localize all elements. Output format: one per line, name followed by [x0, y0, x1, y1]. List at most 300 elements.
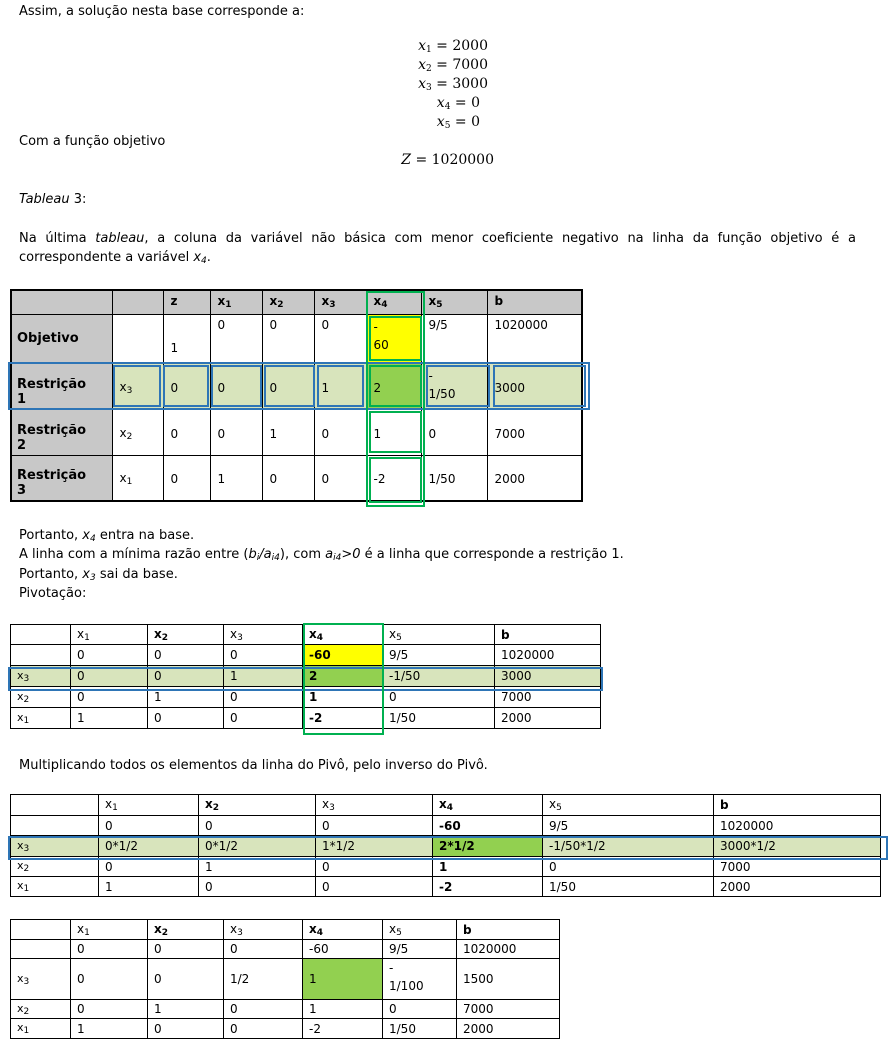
t2-header-row [11, 625, 601, 645]
t2-base-cell [11, 666, 71, 687]
t4-cell-subscript: 1 [84, 927, 90, 938]
t2-cell-text: 1020000 [501, 648, 555, 662]
t3-row [11, 816, 881, 836]
t1-corner [11, 290, 112, 314]
t1-cell: 2000 [487, 455, 582, 501]
t2-base-cell [11, 687, 71, 708]
t4-cell-subscript: 3 [23, 976, 30, 987]
objective-label: Com a função objetivo [19, 134, 166, 149]
t2-header-cell [148, 625, 224, 645]
t3-cell-subscript: 2 [212, 803, 220, 813]
t4-cell [224, 940, 303, 959]
t3-cell-text: 1 [205, 859, 213, 874]
t1-cell: 1/50 [421, 455, 487, 501]
t2-cell [495, 687, 601, 708]
t4-cell-text: 0 [77, 942, 85, 956]
t3-cell-text: 0 [322, 818, 330, 833]
t2-cell [148, 708, 224, 729]
paragraph-word: na [627, 231, 644, 246]
t2-cell [495, 708, 601, 729]
t4-cell [457, 959, 560, 1000]
t4-base-cell [11, 1019, 71, 1039]
t3-cell [714, 816, 881, 836]
t4-cell-text: 0 [154, 942, 162, 956]
tableau3-header-row [11, 290, 582, 314]
multiply-table [10, 794, 881, 897]
t3-cell-subscript: 1 [112, 803, 118, 813]
paragraph-word: é [831, 231, 840, 246]
t4-header-cell [224, 920, 303, 940]
t3-cell-text: 1020000 [720, 818, 774, 833]
t3-cell [714, 877, 881, 897]
t4-cell [303, 1000, 383, 1019]
t3-cell-text: 0 [549, 859, 557, 874]
t4-cell [148, 959, 224, 1000]
paragraph-line1 [19, 231, 856, 246]
t2-cell-text: 0 [230, 648, 238, 662]
t3-cell-subscript: 5 [556, 803, 562, 813]
t3-cell [714, 836, 881, 857]
t2-cell-text: 9/5 [389, 648, 409, 662]
t4-cell-text: 0 [154, 972, 162, 986]
t2-cell-text: 0 [389, 690, 397, 704]
paragraph-word: da [225, 231, 242, 246]
t3-cell [433, 816, 543, 836]
t1-pivot-cell: 2 [366, 363, 421, 409]
t2-header-cell [71, 625, 148, 645]
t3-cell [316, 836, 433, 857]
t4-cell-text: -60 [309, 942, 329, 956]
t1-cell [112, 314, 163, 363]
t1-base-x3: $x_3$ [112, 363, 163, 409]
t4-cell-text: 1500 [463, 972, 494, 986]
t4-cell-text: - [389, 961, 394, 975]
t4-base-cell [11, 940, 71, 959]
t4-cell-text: x [230, 921, 238, 936]
t4-cell-text: 7000 [463, 1002, 494, 1016]
t4-cell [383, 1019, 457, 1039]
t4-cell-text: 9/5 [389, 942, 409, 956]
t4-cell [383, 940, 457, 959]
paragraph-word: a [157, 231, 166, 246]
t2-cell-subscript: 1 [84, 632, 90, 643]
t3-cell-text: -60 [439, 818, 461, 833]
t4-cell-text: 0 [230, 1002, 238, 1016]
t4-cell-text: 1 [154, 1002, 162, 1016]
eq-x3: $x_3 = 3000$ [418, 76, 488, 93]
t1-header-x4: $x_4$ [366, 290, 421, 314]
t2-cell-text: x [230, 626, 238, 641]
t2-header-cell [224, 625, 303, 645]
t3-cell-subscript: 2 [23, 864, 30, 874]
paragraph-word: linha [652, 231, 685, 246]
t1-cell: 1 [366, 409, 421, 455]
t3-cell-text: -1/50*1/2 [549, 839, 606, 853]
t3-cell-subscript: 3 [23, 843, 30, 854]
text-min-ratio: A linha com a mínima razão entre $(b_i/a_{i4})$, com $a_{i4}>0$ é a linha que corresponde a restrição 1. [19, 547, 624, 563]
t1-cell: 0 [262, 455, 314, 501]
t2-cell-text: b [501, 627, 510, 642]
t3-cell-text: 0 [105, 818, 113, 833]
t1-header-x3: $x_3$ [314, 290, 366, 314]
t1-cell-x4-objective: - 60 [366, 314, 421, 363]
paragraph-word: , [144, 231, 149, 246]
t3-cell-text: 2000 [720, 879, 751, 894]
t1-cell: 1 [314, 363, 366, 409]
t4-cell-subscript: 3 [237, 927, 243, 938]
t3-cell [99, 836, 199, 857]
paragraph-word: objetivo [770, 231, 823, 246]
t3-cell-text: x [205, 797, 213, 811]
t4-cell-text: x [154, 921, 162, 936]
z-equation: Z = 1020000 [401, 152, 494, 168]
t4-cell-text: 0 [230, 1021, 238, 1036]
t4-header-cell [11, 920, 71, 940]
t2-cell-subscript: 5 [396, 632, 402, 643]
t2-cell [71, 687, 148, 708]
paragraph-word: a [847, 231, 856, 246]
t2-cell [148, 687, 224, 708]
t2-cell [71, 666, 148, 687]
t1-cell: 0 [262, 363, 314, 409]
t3-cell-text: 1*1/2 [322, 839, 355, 853]
t1-cell: -2 [366, 455, 421, 501]
t4-header-cell [383, 920, 457, 940]
t3-cell-subscript: 1 [23, 884, 30, 894]
t2-cell-text: 1 [309, 690, 318, 704]
t3-cell-text: 0*1/2 [205, 839, 238, 853]
t4-cell-text: x [309, 921, 317, 936]
t1-label-restricao3: Restrição 3 [11, 455, 112, 501]
paragraph-word: coluna [173, 231, 218, 246]
paragraph-word: menor [430, 231, 474, 246]
t1-cell: 0 [210, 409, 262, 455]
t1-base-header [112, 290, 163, 314]
t1-header-b: b [487, 290, 582, 314]
tableau3-table [10, 289, 583, 502]
text-multiply: Multiplicando todos os elementos da linha do Pivô, pelo inverso do Pivô. [19, 758, 488, 773]
t3-header-cell [199, 795, 316, 816]
paragraph-word: com [394, 231, 423, 246]
t3-cell [543, 836, 714, 857]
t3-header-row [11, 795, 881, 816]
t3-cell [433, 836, 543, 857]
t1-label-objetivo: Objetivo [11, 314, 112, 363]
t1-label-restricao1: Restrição 1 [11, 363, 112, 409]
t2-cell-text: x [389, 626, 397, 641]
t4-cell [71, 1019, 148, 1039]
t4-cell-text: 1/50 [389, 1021, 416, 1036]
t2-header-cell [383, 625, 495, 645]
t2-cell-text: x [17, 710, 24, 724]
t2-cell-subscript: 3 [237, 632, 243, 643]
t2-cell [383, 645, 495, 666]
paragraph-word [95, 231, 148, 246]
t4-cell-text: x [17, 971, 24, 985]
t4-cell [148, 940, 224, 959]
t2-cell [224, 645, 303, 666]
t2-row [11, 666, 601, 687]
paragraph-word: tableau [95, 231, 145, 246]
t4-cell [383, 1000, 457, 1019]
t3-cell [199, 816, 316, 836]
t3-cell-text: 1/50 [549, 879, 576, 894]
t1-cell: 1 [210, 455, 262, 501]
t4-cell-text: 0 [389, 1002, 397, 1016]
t1-header-x5: $x_5$ [421, 290, 487, 314]
t3-cell-text: b [720, 798, 729, 812]
text-x4-enters: Portanto, $x_4$ entra na base. [19, 528, 195, 544]
t3-cell-text: 0 [105, 859, 113, 874]
result-table [10, 919, 560, 1039]
t2-cell-text: x [154, 626, 162, 641]
t2-cell [383, 666, 495, 687]
t1-row-restricao3 [11, 455, 582, 501]
t1-cell: 1 [262, 409, 314, 455]
t2-cell [495, 666, 601, 687]
t2-cell-subscript: 2 [161, 632, 169, 643]
t2-cell [303, 708, 383, 729]
t3-cell [99, 877, 199, 897]
t1-cell: 0 [262, 314, 314, 363]
t4-cell-text: x [77, 921, 85, 936]
t2-cell-text: x [17, 689, 24, 703]
t1-cell: 0 [210, 314, 262, 363]
t2-cell-text: 7000 [501, 690, 532, 704]
t3-cell [99, 857, 199, 877]
t4-header-cell [71, 920, 148, 940]
t2-row [11, 687, 601, 708]
t4-cell [71, 1000, 148, 1019]
t4-cell-text: 1 [309, 972, 317, 986]
t2-row [11, 708, 601, 729]
t3-cell-text: 1 [439, 859, 448, 874]
t2-cell-text: 0 [230, 690, 238, 704]
t4-cell [457, 1019, 560, 1039]
t2-cell-text: x [309, 626, 317, 641]
t2-row [11, 645, 601, 666]
t3-cell-text: x [549, 797, 557, 811]
t4-cell-subscript: 4 [316, 927, 324, 938]
t1-cell: 0 [314, 409, 366, 455]
t4-cell-subscript: 2 [23, 1006, 30, 1017]
t3-cell-text: x [439, 797, 447, 811]
t2-cell [71, 708, 148, 729]
t2-cell [224, 666, 303, 687]
t3-cell [199, 836, 316, 857]
t1-cell: 0 [163, 409, 210, 455]
eq-x5: $x_5 = 0$ [436, 114, 480, 131]
t2-cell-subscript: 1 [23, 715, 30, 726]
t1-cell: 0 [163, 455, 210, 501]
t3-base-cell [11, 857, 99, 877]
t2-cell-text: 0 [154, 711, 162, 725]
t4-cell [303, 959, 383, 1000]
eq-x2: $x_2 = 7000$ [418, 57, 488, 74]
t3-cell-text: x [17, 838, 24, 852]
t2-header-cell [11, 625, 71, 645]
t3-header-cell [543, 795, 714, 816]
t2-cell-text: 1 [154, 690, 162, 704]
t4-row [11, 959, 560, 1000]
t4-cell [457, 1000, 560, 1019]
t4-cell-text: -2 [309, 1021, 321, 1036]
paragraph-word: não [311, 231, 336, 246]
t4-cell-text: 0 [77, 1002, 85, 1016]
t2-cell [71, 645, 148, 666]
t4-cell [224, 1019, 303, 1039]
t1-cell: 7000 [487, 409, 582, 455]
t3-cell [199, 877, 316, 897]
t4-cell-text: 2000 [463, 1021, 494, 1036]
t4-cell-text: x [389, 921, 397, 936]
t3-cell-text: x [105, 797, 113, 811]
t3-cell [316, 877, 433, 897]
t2-cell-subscript: 2 [23, 694, 30, 705]
t1-label-restricao2: Restrição 2 [11, 409, 112, 455]
t4-cell-subscript: 1 [23, 1026, 30, 1036]
t3-cell-text: 2*1/2 [439, 839, 475, 853]
t3-cell [433, 857, 543, 877]
paragraph-word: última [45, 231, 87, 246]
t4-cell [457, 940, 560, 959]
t1-cell: 9/5 [421, 314, 487, 363]
t4-cell [303, 1019, 383, 1039]
t2-cell-text: -1/50 [389, 669, 421, 683]
t2-base-cell [11, 708, 71, 729]
t2-cell [303, 687, 383, 708]
paragraph-word: função [717, 231, 762, 246]
t3-cell [543, 877, 714, 897]
intro-text: Assim, a solução nesta base corresponde a: [19, 4, 305, 19]
t4-cell-text: b [463, 922, 472, 937]
t4-row [11, 1019, 560, 1039]
t2-cell [148, 645, 224, 666]
t4-cell-text: 1 [77, 1021, 85, 1036]
t1-cell: 0 [210, 363, 262, 409]
t3-row [11, 836, 881, 857]
t3-header-cell [714, 795, 881, 816]
t1-row-restricao1 [11, 363, 582, 409]
t4-cell [224, 959, 303, 1000]
paragraph-line2: correspondente a variável $x_4$. [19, 250, 211, 266]
t1-cell: 0 [421, 409, 487, 455]
t4-cell-subscript: 2 [161, 927, 169, 938]
t4-base-cell [11, 1000, 71, 1019]
t4-cell-text: 1/100 [389, 979, 424, 993]
t4-header-cell [457, 920, 560, 940]
t1-header-z: z [163, 290, 210, 314]
t3-cell-text: 3000*1/2 [720, 839, 776, 853]
t4-cell-text: x [17, 1021, 24, 1034]
t4-header-cell [148, 920, 224, 940]
t4-row [11, 1000, 560, 1019]
t2-cell [303, 666, 383, 687]
t3-cell [543, 816, 714, 836]
t3-cell [543, 857, 714, 877]
t4-cell [224, 1000, 303, 1019]
t3-base-cell [11, 877, 99, 897]
t2-cell [224, 687, 303, 708]
t4-cell-text: 1020000 [463, 942, 517, 956]
t3-cell-text: 7000 [720, 859, 751, 874]
t3-cell-text: x [17, 859, 24, 872]
t2-cell-text: -2 [309, 711, 323, 725]
t3-cell-subscript: 3 [329, 803, 335, 813]
t4-cell-text: 0 [77, 972, 85, 986]
t2-cell-text: 0 [77, 690, 85, 704]
t2-cell-text: 1 [77, 711, 85, 725]
t3-cell [714, 857, 881, 877]
t3-cell-text: 0 [322, 879, 330, 894]
t3-cell [316, 857, 433, 877]
t2-cell-text: x [17, 668, 24, 682]
t2-cell-text: 2 [309, 669, 318, 683]
t4-cell [303, 940, 383, 959]
t1-row-objective [11, 314, 582, 363]
paragraph-word: básica [344, 231, 386, 246]
t2-cell [383, 687, 495, 708]
t3-base-cell [11, 836, 99, 857]
t2-cell-text: x [77, 626, 85, 641]
t2-cell-text: 0 [154, 669, 162, 683]
paragraph-word: Na [19, 231, 37, 246]
t2-cell [383, 708, 495, 729]
t3-cell-text: 0 [205, 818, 213, 833]
t4-header-row [11, 920, 560, 940]
t3-cell-text: x [17, 879, 24, 892]
t2-cell-text: 0 [154, 648, 162, 662]
t1-cell: 1 [163, 314, 210, 363]
t2-cell-text: 0 [230, 711, 238, 725]
t1-cell: 0 [314, 455, 366, 501]
t1-base-x1: $x_1$ [112, 455, 163, 501]
text-pivotacao: Pivotação: [19, 586, 87, 601]
t4-cell [71, 940, 148, 959]
t1-cell-x5-r1: - 1/50 [421, 363, 487, 409]
t2-cell-text: -60 [309, 648, 331, 662]
t4-cell [148, 1000, 224, 1019]
t2-cell-subscript: 3 [23, 673, 30, 684]
t1-cell: 0 [163, 363, 210, 409]
paragraph-word: coeficiente [481, 231, 554, 246]
paragraph-word: variável [250, 231, 303, 246]
t3-cell-text: -2 [439, 879, 453, 894]
t4-cell-text: 1/2 [230, 972, 250, 986]
t2-header-cell [303, 625, 383, 645]
t3-cell-text: 0 [322, 859, 330, 874]
t2-cell-subscript: 4 [316, 632, 324, 643]
t3-cell-subscript: 4 [446, 803, 454, 813]
t1-header-x1: $x_1$ [210, 290, 262, 314]
t3-row [11, 857, 881, 877]
t3-cell-text: 0 [205, 879, 213, 894]
t3-header-cell [99, 795, 199, 816]
t3-header-cell [433, 795, 543, 816]
t2-cell-text: 2000 [501, 711, 532, 725]
t4-row [11, 940, 560, 959]
t4-cell-text: 0 [230, 942, 238, 956]
t4-cell-text: x [17, 1001, 24, 1015]
t3-cell-text: 9/5 [549, 818, 569, 833]
t4-cell-text: 0 [154, 1021, 162, 1036]
eq-x4: $x_4 = 0$ [436, 95, 480, 112]
t3-cell [316, 816, 433, 836]
t2-cell [148, 666, 224, 687]
t2-cell [224, 708, 303, 729]
t4-cell [383, 959, 457, 1000]
t3-cell [199, 857, 316, 877]
